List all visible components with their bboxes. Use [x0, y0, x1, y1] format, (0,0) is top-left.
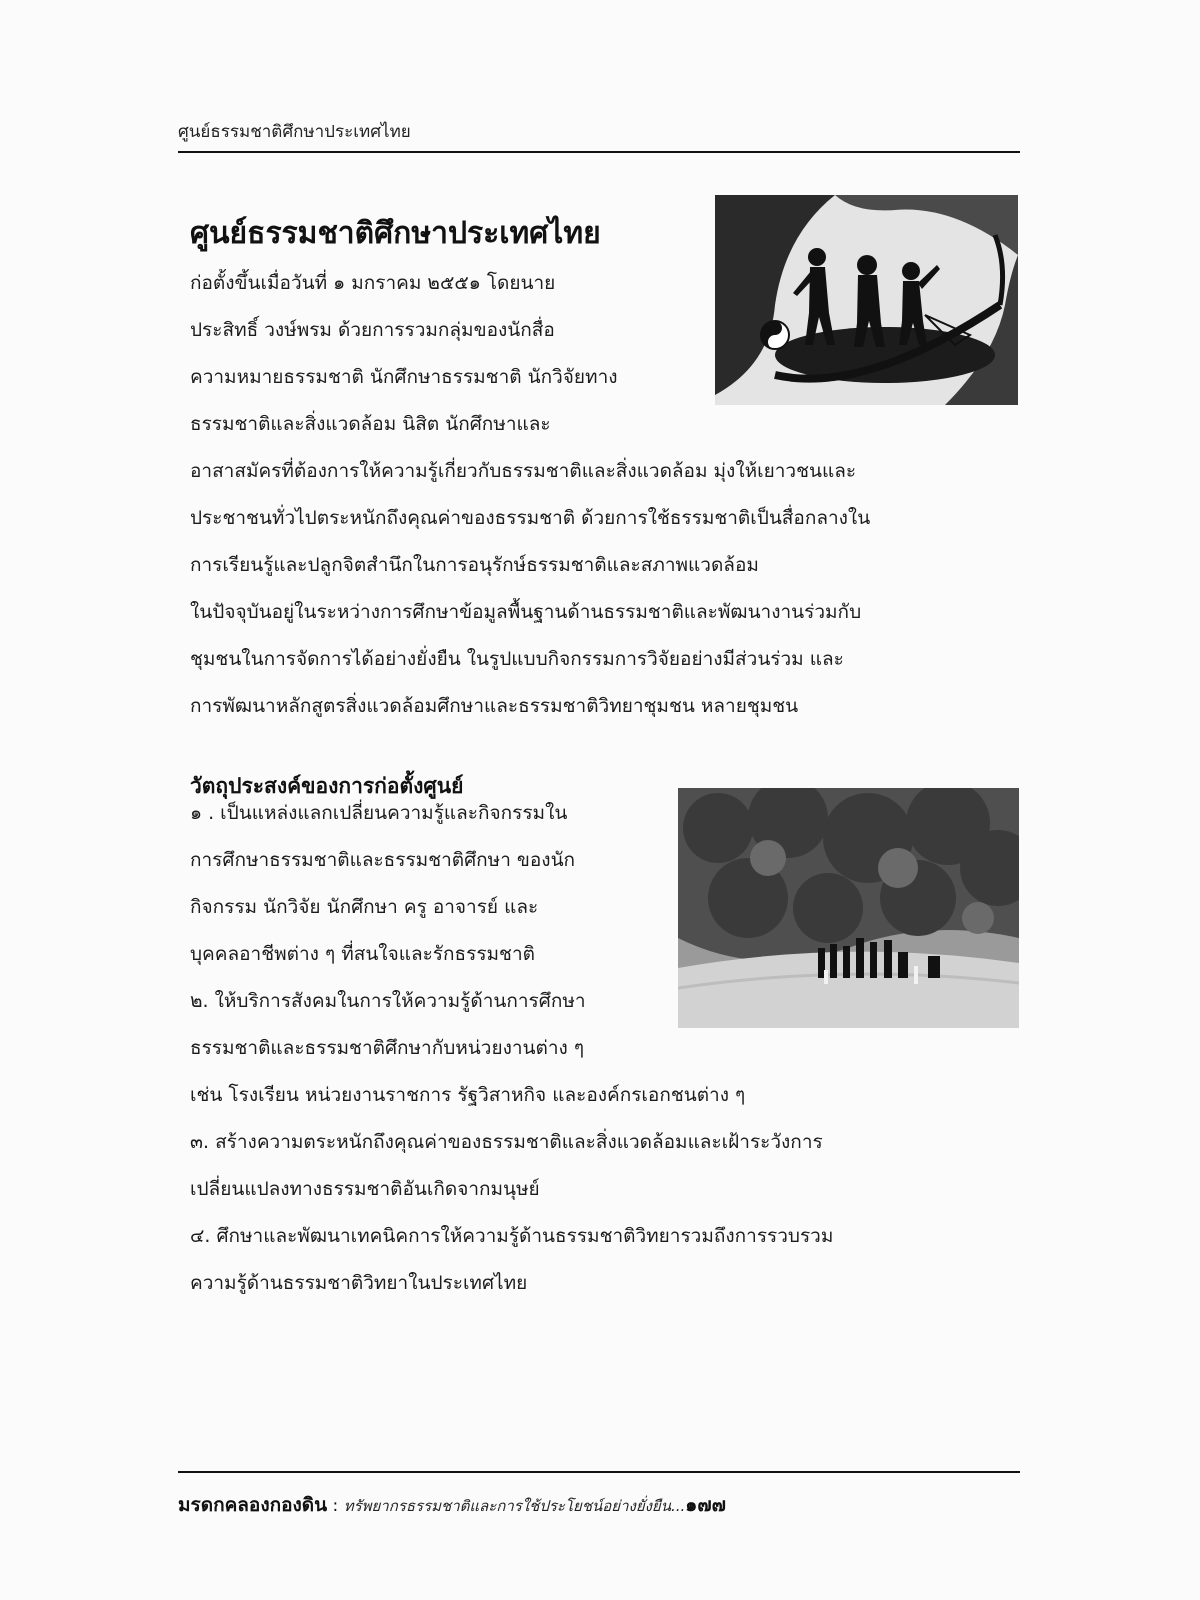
silhouette-children-photo — [715, 195, 1018, 405]
forest-road-photo — [678, 788, 1019, 1028]
article-line: ในปัจจุบันอยู่ในระหว่างการศึกษาข้อมูลพื้นฐานด้านธรรมชาติและพัฒนางานร่วมกับ — [190, 601, 862, 623]
footer-book-title: มรดกคลองกองดิน — [178, 1494, 328, 1516]
article-line: อาสาสมัครที่ต้องการให้ความรู้เกี่ยวกับธรรมชาติและสิ่งแวดล้อม มุ่งให้เยาวชนและ — [190, 460, 857, 482]
article-line: การเรียนรู้และปลูกจิตสำนึกในการอนุรักษ์ธรรมชาติและสภาพแวดล้อม — [190, 554, 759, 576]
objective-line: ความรู้ด้านธรรมชาติวิทยาในประเทศไทย — [190, 1272, 528, 1294]
objective-line: ๑ . เป็นแหล่งแลกเปลี่ยนความรู้และกิจกรรมใน — [190, 802, 568, 824]
page-number: ๑๗๗ — [685, 1494, 726, 1516]
article-line: ธรรมชาติและสิ่งแวดล้อม นิสิต นักศึกษาและ — [190, 413, 551, 435]
article-line: ความหมายธรรมชาติ นักศึกษาธรรมชาติ นักวิจัยทาง — [190, 366, 618, 388]
silhouette-children-illustration — [715, 195, 1018, 405]
objective-line: เปลี่ยนแปลงทางธรรมชาติอันเกิดจากมนุษย์ — [190, 1178, 540, 1200]
article-line: ประชาชนทั่วไปตระหนักถึงคุณค่าของธรรมชาติ ด้วยการใช้ธรรมชาติเป็นสื่อกลางใน — [190, 507, 871, 529]
objective-line: เช่น โรงเรียน หน่วยงานราชการ รัฐวิสาหกิจ และองค์กรเอกชนต่าง ๆ — [190, 1084, 746, 1106]
objectives-heading: วัตถุประสงค์ของการก่อตั้งศูนย์ — [190, 774, 464, 798]
objective-line: ธรรมชาติและธรรมชาติศึกษากับหน่วยงานต่าง ๆ — [190, 1037, 585, 1059]
article-line: ก่อตั้งขึ้นเมื่อวันที่ ๑ มกราคม ๒๕๕๑ โดยนาย — [190, 272, 556, 294]
objective-line: ๔. ศึกษาและพัฒนาเทคนิคการให้ความรู้ด้านธรรมชาติวิทยารวมถึงการรวบรวม — [190, 1225, 834, 1247]
page-footer — [178, 1490, 726, 1520]
objective-line: กิจกรรม นักวิจัย นักศึกษา ครู อาจารย์ และ — [190, 896, 539, 918]
running-head: ศูนย์ธรรมชาติศึกษาประเทศไทย — [178, 122, 411, 142]
objective-line: บุคคลอาชีพต่าง ๆ ที่สนใจและรักธรรมชาติ — [190, 943, 535, 965]
article-line: ชุมชนในการจัดการได้อย่างยั่งยืน ในรูปแบบกิจกรรมการวิจัยอย่างมีส่วนร่วม และ — [190, 648, 844, 670]
forest-road-illustration — [678, 788, 1019, 1028]
objective-line: ๓. สร้างความตระหนักถึงคุณค่าของธรรมชาติและสิ่งแวดล้อมและเฝ้าระวังการ — [190, 1131, 823, 1153]
header-divider — [178, 151, 1020, 153]
article-title: ศูนย์ธรรมชาติศึกษาประเทศไทย — [190, 216, 601, 251]
objective-line: ๒. ให้บริการสังคมในการให้ความรู้ด้านการศึกษา — [190, 990, 586, 1012]
footer-divider — [178, 1471, 1020, 1473]
objective-line: การศึกษาธรรมชาติและธรรมชาติศึกษา ของนัก — [190, 849, 576, 871]
article-line: ประสิทธิ์ วงษ์พรม ด้วยการรวมกลุ่มของนักสื่อ — [190, 319, 555, 341]
footer-separator: : — [327, 1496, 344, 1516]
article-line: การพัฒนาหลักสูตรสิ่งแวดล้อมศึกษาและธรรมชาติวิทยาชุมชน หลายชุมชน — [190, 695, 799, 717]
footer-subtitle: ทรัพยากรธรรมชาติและการใช้ประโยชน์อย่างยั่งยืน... — [343, 1497, 686, 1515]
